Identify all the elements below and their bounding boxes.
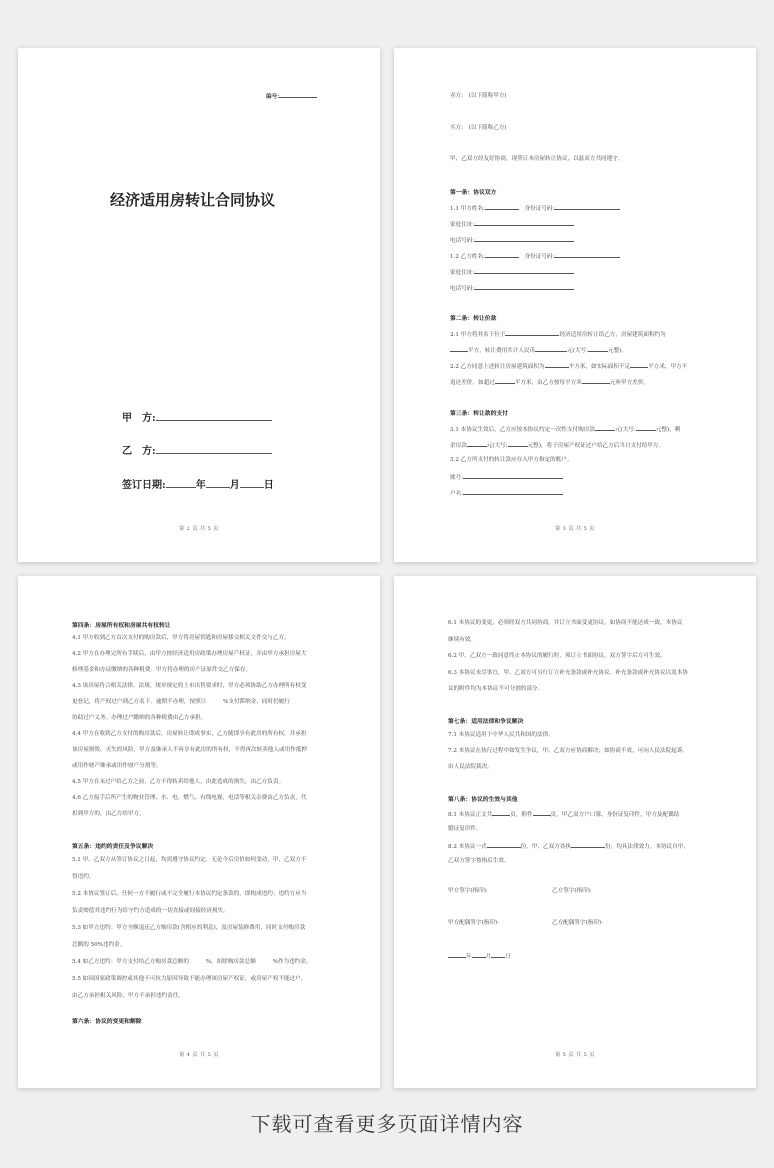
article-8-heading: 第八条：协议的生效与其他	[448, 797, 518, 803]
intro-line: 甲、乙双方经友好协商，现签订本房屋转让协议，以兹双方共同遵守。	[450, 156, 624, 162]
buyer-line: 买方: (以下简称乙方)	[450, 125, 507, 131]
clause-2-1-cont: 平方，转让费用共计人民币 元(大写: 元整)。	[450, 346, 627, 355]
clause-line: 议的附件均为本协议不可分割的部分。	[448, 686, 544, 692]
clause-3-1: 3.1 本协议生效后，乙方应按本协议约定一次性支付购房款 元(大写: 元整)，剩	[450, 427, 681, 433]
clause-line: 5.1 甲、乙双方从签订协议之日起，均需遵守协议约定，无论今后房价如何变动，甲、乙双方不	[72, 857, 307, 863]
clause-line: 5.5 如因国家政策调控或其他不可抗力原因导致不能办理该房屋产权证，或房屋产权不能过户，	[72, 976, 307, 982]
page-amendment-signatures	[394, 576, 756, 1088]
clause-line: 4.4 甲方在收到乙方支付的购房款后，房屋转让即成事实，乙方随即享有此房的所有权，并承担	[72, 731, 307, 737]
clause-line: 由人民法院裁决。	[448, 764, 493, 770]
clause-line: 5.2 本协议签订后，任何一方不履行或不完全履行本协议约定条款的，即构成违约；违约方应当	[72, 891, 307, 897]
party-a-line: 甲 方:	[122, 409, 272, 424]
clause-line: 由乙方承担相关风险，甲方不承担违约责任。	[72, 993, 184, 999]
clause-line: 7.1 本协议适用于中华人民共和国的法律。	[448, 732, 554, 738]
page-footer: 第 2 页 共 5 页	[179, 526, 219, 532]
clause-line: 6.3 本协议未尽事宜，甲、乙双方可另行订立补充条款或补充协议。补充条款或补充协议以及本协	[448, 669, 689, 676]
page-parties-price	[394, 48, 756, 562]
clause-8-1-cont: 婚证复印件。	[448, 826, 482, 832]
article-6-heading: 第六条：协议的变更和解除	[72, 1019, 142, 1025]
clause-3-1-cont: 余房款 元(大写: 元整)，将于房屋产权证过户给乙方后当日支付给甲方。	[450, 443, 665, 449]
clause-line: 更登记，将产权过户到乙方名下。逾期不办理，按照日 %支付滞纳金，同时仍履行	[72, 699, 290, 705]
clause-line: 继续有效。	[448, 636, 476, 643]
clause-line: 4.5 甲方在未过户给乙方之前，乙方不得转卖给他人，由此造成的损失，由乙方负责。	[72, 779, 285, 785]
clause-line: 总额的 50%违约金。	[72, 942, 126, 948]
page-cover	[18, 48, 380, 562]
account-holder-line: 户名:	[450, 489, 563, 498]
clause-8-2: 8.2 本协议一式 份，甲、乙双方各执 份，均具法律效力。本协议自甲、	[448, 844, 689, 850]
page-ownership-liability	[18, 576, 380, 1088]
document-title: 经济适用房转让合同协议	[110, 191, 276, 209]
download-caption: 下载可查看更多页面详情内容	[250, 1112, 524, 1136]
clause-line: 协助过户义务。办理过户缴纳的各种税费由乙方承担。	[72, 715, 207, 721]
seller-line: 卖方: (以下简称甲方)	[450, 93, 507, 99]
party-b-name-line: 1.2 乙方姓名: 身份证号码:	[450, 252, 620, 261]
clause-line: 5.3 如甲方违约：甲方全额退还乙方购房款(含相应的利息)，及房屋装修费用，同时支付购房款	[72, 925, 306, 931]
article-3-heading: 第三条：转让款的支付	[450, 411, 508, 417]
clause-3-2: 3.2 乙方所支付的转让款应存入甲方指定的账户。	[450, 457, 573, 463]
clause-line: 6.1 本协议的变更，必须经双方共同协商，并订立书面变更协议。如协商不能达成一致，本协议	[448, 620, 683, 626]
clause-2-2-cont: 退还差价，如超过 平方米，由乙方按每平方米 元补甲方差价。	[450, 380, 650, 386]
serial-number-label: 编号:	[266, 92, 317, 101]
party-b-spouse-signature: 乙方配偶签字(指印):	[552, 920, 603, 926]
clause-line: 4.6 乙方接手后所产生的物业管理、水、电、燃气、有线电视、电话等相关杂费由乙方负责，代	[72, 795, 307, 801]
clause-line: 7.2 本协议在执行过程中如发生争议，甲、乙双方应协商解决；如协商不成，可向人民法院起诉，	[448, 748, 689, 754]
page-footer: 第 4 页 共 5 页	[179, 1052, 219, 1058]
article-7-heading: 第七条：适用法律和争议解决	[448, 719, 524, 725]
party-a-phone-line: 电话号码:	[450, 236, 574, 245]
clause-line: 或用作财产继承或用作财产分割等。	[72, 763, 162, 769]
party-b-line: 乙 方:	[122, 442, 272, 457]
clause-2-2: 2.2 乙方同意上述转让房屋建筑面积为 平方米，如实际面积不足 平方米，甲方不	[450, 364, 688, 370]
party-b-phone-line: 电话号码:	[450, 284, 574, 293]
article-2-heading: 第二条：转让价款	[450, 316, 497, 322]
clause-line: 4.2 甲方在办理完所有手续后，由甲方按经济适用房政策办理房屋产权证，并由甲方承担房屋大	[72, 651, 307, 657]
clause-line: 该房屋损毁、灭失的风险，甲方及继承人不再享有此房的所有权，不得再次转卖他人或用作抵押	[72, 747, 307, 753]
article-4-heading: 第四条：房屋所有权和房屋共有权转让	[72, 623, 171, 629]
sign-date-line: 年 月 日	[448, 952, 511, 961]
party-b-address-line: 家庭住址:	[450, 268, 574, 277]
clause-2-1: 2.1 甲方将其名下位于 经济适用房转让给乙方，房屋建筑面积约为	[450, 332, 666, 338]
clause-8-1: 8.1 本协议正文共 页，附件 页，甲乙双方户口簿、身份证复印件，甲方及配偶结	[448, 812, 680, 818]
article-5-heading: 第五条：违约的责任及争议解决	[72, 844, 154, 850]
clause-line: 得违约。	[72, 874, 95, 880]
article-1-heading: 第一条：协议双方	[450, 190, 497, 196]
clause-line: 4.1 甲方收到乙方首次支付的购房款后，甲方将房屋钥匙和房屋移交相关文件交与乙方。	[72, 635, 290, 641]
clause-line: 4.3 该房屋符合相关法律、法规、规章规定的上市出售要求时，甲方必须协助乙方办理所有权变	[72, 683, 307, 689]
party-a-signature: 甲方签字(指印):	[448, 888, 488, 894]
page-footer: 第 3 页 共 5 页	[555, 526, 595, 532]
party-a-spouse-signature: 甲方配偶签字(指印):	[448, 920, 499, 926]
clause-line: 扣到甲方的，由乙方给甲方。	[72, 811, 145, 817]
party-a-name-line: 1.1 甲方姓名: 身份证号码:	[450, 204, 620, 213]
sign-date-line: 签订日期: 年 月 日	[122, 480, 274, 491]
clause-line: 6.2 甲、乙双方一致同意终止本协议的履行时，须订立书面协议，双方签字后方可生效。	[448, 653, 666, 659]
clause-line: 修理基金和办证缴纳的各种税费。甲方将办理的房产证原件交乙方保存。	[72, 667, 252, 673]
clause-line: 负责赔偿其违约行为给守约方造成的一切直接或间接经济损失。	[72, 908, 229, 914]
account-line: 账号:	[450, 473, 563, 482]
party-a-address-line: 家庭住址:	[450, 220, 574, 229]
party-b-signature: 乙方签字(指印):	[552, 888, 592, 894]
clause-8-2-cont: 乙双方签字按指后生效。	[448, 858, 510, 864]
page-footer: 第 5 页 共 5 页	[555, 1052, 595, 1058]
clause-line: 5.4 如乙方违约：甲方支付给乙方购房款总额的 %，扣除购房款总额 %作为违约金。	[72, 959, 312, 965]
